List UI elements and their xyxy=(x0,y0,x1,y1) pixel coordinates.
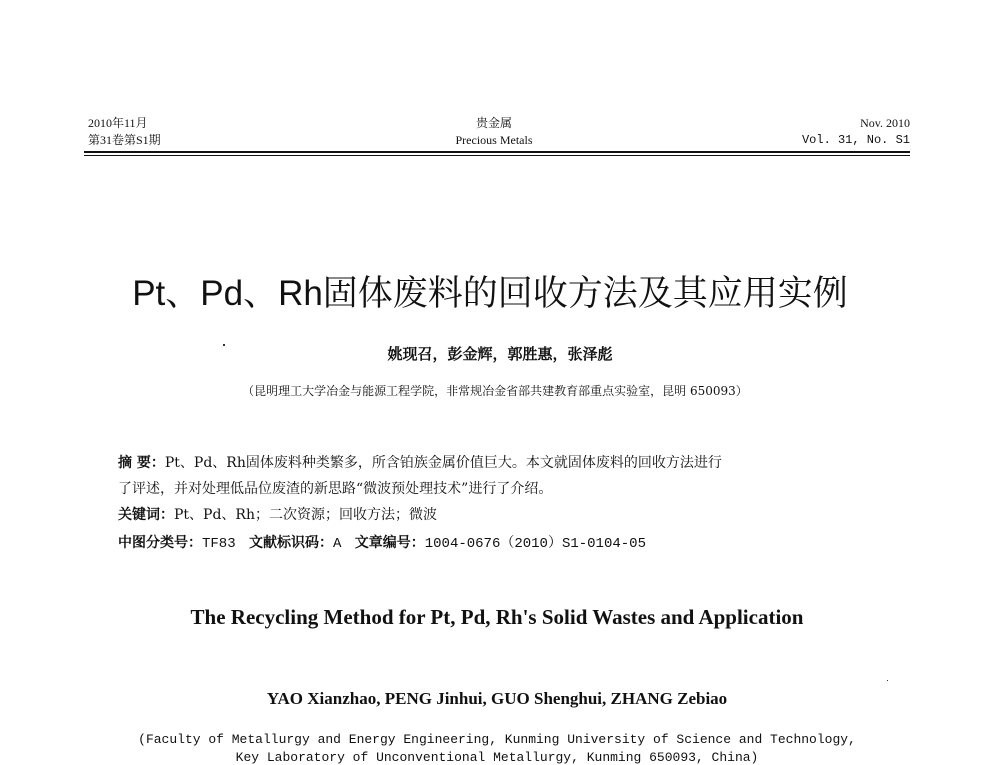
abstract-line-1 xyxy=(118,453,722,473)
authors-cn: 姚现召，彭金辉，郭胜惠，张泽彪 xyxy=(387,345,613,363)
classification xyxy=(118,533,646,554)
affiliation-en-line-1: (Faculty of Metallurgy and Energy Engineering, Kunming University of Science and Technology, xyxy=(138,732,856,747)
abstract-label: 摘 要： xyxy=(118,455,165,471)
article-no-label: 文章编号： xyxy=(354,535,425,551)
affiliation-en-line-2: Key Laboratory of Unconventional Metallurgy, Kunming 650093, China) xyxy=(235,750,759,765)
keywords xyxy=(118,505,437,525)
speck xyxy=(887,680,888,681)
header-date-en: Nov. 2010 xyxy=(860,116,910,130)
header-volume-en: Vol. 31, No. S1 xyxy=(801,133,910,147)
clc-value: TF83 xyxy=(202,536,236,552)
keywords-label: 关键词： xyxy=(118,507,174,523)
header-rule xyxy=(84,151,910,153)
journal-name-en: Precious Metals xyxy=(455,133,533,147)
header-rule-thin xyxy=(84,155,910,156)
article-no-value: 1004-0676（2010）S1-0104-05 xyxy=(424,536,646,552)
abstract-text-2: 了评述，并对处理低品位废渣的新思路“微波预处理技术”进行了介绍。 xyxy=(118,481,553,497)
doc-code-label: 文献标识码： xyxy=(248,535,333,551)
authors-en: YAO Xianzhao, PENG Jinhui, GUO Shenghui, ZHANG Zebiao xyxy=(266,689,728,708)
paper-title-cn: Pt、Pd、Rh固体废料的回收方法及其应用实例 xyxy=(132,274,848,313)
paper-title-en: The Recycling Method for Pt, Pd, Rh's Solid Wastes and Application xyxy=(190,605,804,629)
journal-name-cn: 贵金属 xyxy=(475,116,512,130)
keywords-text: Pt、Pd、Rh；二次资源；回收方法；微波 xyxy=(174,507,437,523)
affiliation-cn: （昆明理工大学冶金与能源工程学院，非常规冶金省部共建教育部重点实验室，昆明 650093） xyxy=(242,384,748,398)
header-date-cn: 2010年11月 xyxy=(88,116,148,130)
clc-label: 中图分类号： xyxy=(118,535,202,551)
abstract-text-1: Pt、Pd、Rh固体废料种类繁多，所含铂族金属价值巨大。本文就固体废料的回收方法进行 xyxy=(164,455,722,471)
header-volume-cn: 第31卷第S1期 xyxy=(88,133,161,147)
doc-code-value: A xyxy=(332,536,342,552)
